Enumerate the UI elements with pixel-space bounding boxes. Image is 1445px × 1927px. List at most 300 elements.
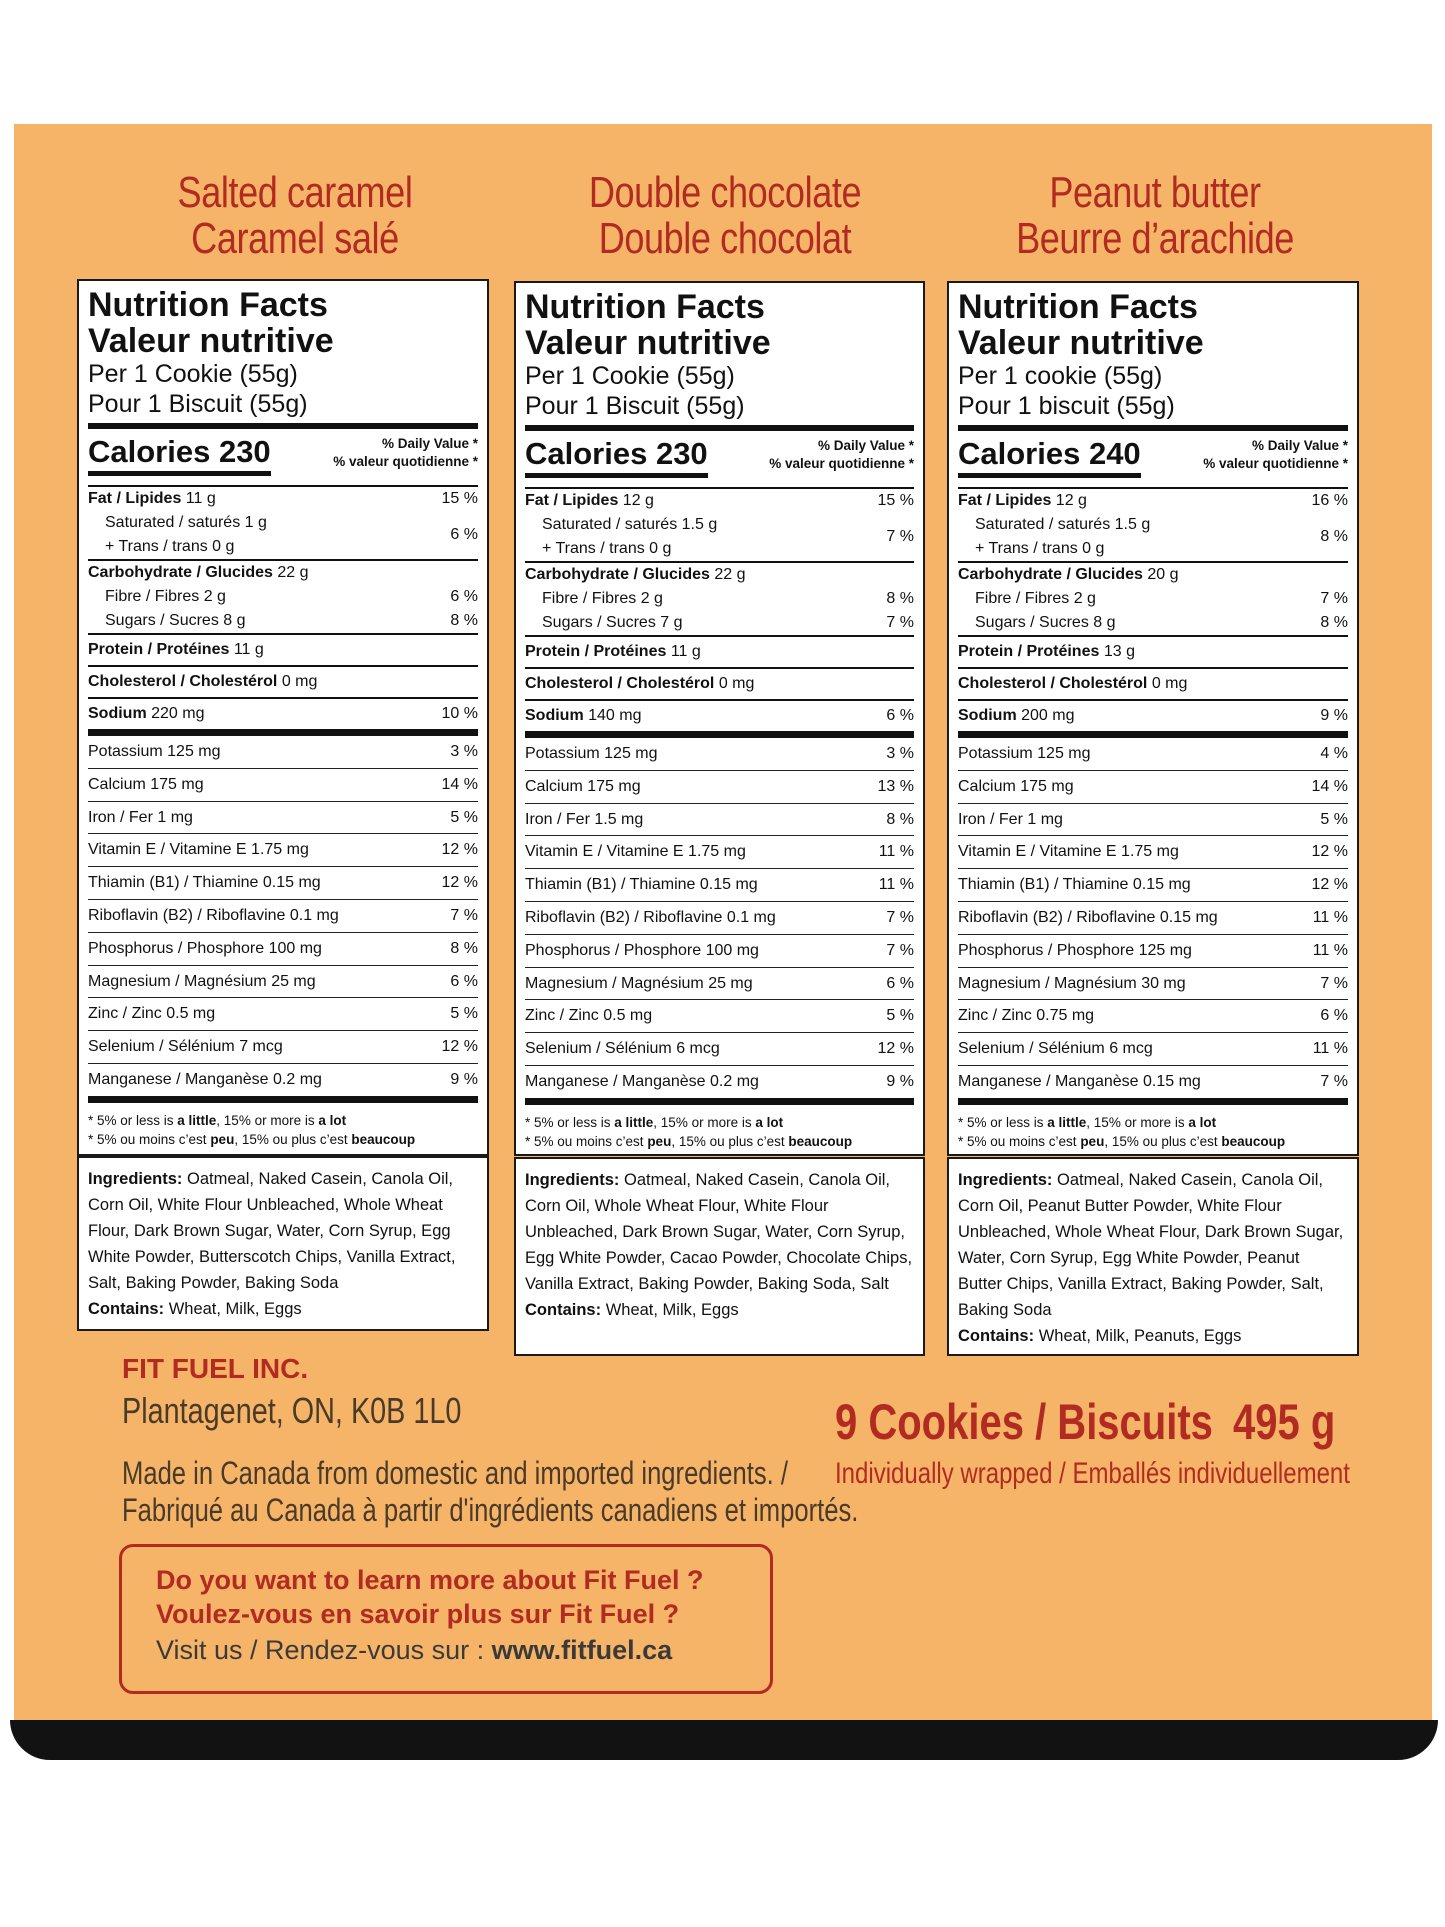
trans-label: + Trans / trans 0 g [542,540,672,557]
daily-value-header [333,435,478,471]
mineral-label: Thiamin (B1) / Thiamine 0.15 mg [958,876,1191,894]
mineral-label: Calcium 175 mg [88,775,204,793]
footnote-fr-d: beaucoup [351,1131,416,1147]
carbohydrate-row [525,563,914,587]
sugars-percent: 8 % [1320,614,1348,631]
fibre-percent: 7 % [1320,590,1348,607]
footnote-fr-b: peu [647,1133,672,1149]
mineral-percent: 12 % [441,1038,478,1056]
nutrition-title-en: Nutrition Facts [88,286,328,324]
cholesterol-label-group [958,669,1187,699]
fat-label: Fat / Lipides [88,490,182,507]
cholesterol-amount: 0 mg [718,675,755,692]
footnote-fr-c: , 15% ou plus c’est [1104,1133,1222,1149]
cholesterol-label: Cholesterol / Cholestérol [88,673,278,690]
protein-amount: 13 g [1103,643,1135,660]
mineral-percent: 4 % [1320,745,1348,762]
visit-label: Visit us / Rendez-vous sur : [156,1635,492,1665]
fibre-row [88,585,478,609]
mineral-percent: 12 % [1311,843,1348,861]
flavor-name-fr: Caramel salé [191,214,399,263]
nutrition-facts-panel [514,281,925,1156]
serving-size-en: Per 1 Cookie (55g) [88,360,298,388]
mineral-row [958,869,1348,902]
mineral-label: Selenium / Sélénium 6 mcg [525,1040,720,1058]
mineral-label: Zinc / Zinc 0.5 mg [525,1007,653,1025]
serving-size-fr: Pour 1 biscuit (55g) [958,392,1175,420]
contains-list: Wheat, Milk, Eggs [605,1301,739,1319]
cholesterol-row [958,669,1348,701]
fat-row [525,489,914,513]
mineral-row [88,802,478,835]
saturated-label: Saturated / saturés 1.5 g [975,516,1151,533]
footnote-en [525,1113,914,1132]
mineral-label: Vitamin E / Vitamine E 1.75 mg [525,843,746,861]
carbohydrate-row [958,563,1348,587]
calories-row [958,437,1348,487]
mineral-row [88,966,478,999]
footnote-en-d: a lot [318,1112,347,1128]
saturated-trans-group [525,513,914,563]
saturated-label: Saturated / saturés 1.5 g [542,516,718,533]
footnote-en-c: , 15% or more is [653,1114,756,1130]
calories-row [88,435,478,485]
mineral-percent: 7 % [1320,1072,1348,1090]
net-weight: 495 g [1233,1394,1336,1450]
mineral-row [958,1033,1348,1066]
protein-amount: 11 g [670,643,701,660]
carb-label: Carbohydrate / Glucides [88,564,273,581]
mineral-row [525,771,914,804]
mineral-row [88,1064,478,1096]
cholesterol-amount: 0 mg [281,673,318,690]
mineral-label: Phosphorus / Phosphore 100 mg [88,939,322,957]
made-in-en: Made in Canada from domestic and imported ingredients. / [122,1455,788,1491]
thick-rule [958,425,1348,431]
mineral-row [525,1000,914,1033]
mineral-row [525,968,914,1001]
nutrition-title-en: Nutrition Facts [958,288,1198,326]
mineral-percent: 5 % [886,1007,914,1025]
sodium-row [958,701,1348,738]
carbohydrate-row [88,561,478,585]
footnote-fr-c: , 15% ou plus c’est [671,1133,789,1149]
ingredients-list: Oatmeal, Naked Casein, Canola Oil, Corn Oil, Peanut Butter Powder, White Flour Unbleached, Whole Wheat Flour, Dark Brown Sugar, Water, Corn Syrup, Egg White Powder, Peanut Butter Chips, Vanilla Extract, Baking Powder, Salt, Baking Soda [958,1171,1344,1319]
mineral-percent: 7 % [450,906,478,924]
flavor-name-en: Double chocolate [588,168,862,217]
saturated-row [88,511,267,535]
mineral-row [525,902,914,935]
mineral-row [525,836,914,869]
trans-row [958,537,1150,561]
fibre-percent: 6 % [450,588,478,605]
mineral-row [958,804,1348,837]
mineral-percent: 7 % [886,941,914,959]
protein-row [958,637,1348,669]
mineral-row [525,869,914,902]
saturated-percent: 8 % [1320,528,1348,545]
mineral-percent: 5 % [1320,810,1348,828]
mineral-percent: 11 % [1312,941,1348,959]
mineral-row [958,935,1348,968]
flavor-heading-double-chocolate [586,170,865,262]
sodium-percent: 10 % [441,705,478,722]
calories: Calories 230 [525,437,708,478]
sugars-label: Sugars / Sucres 8 g [105,612,246,629]
contains-text [88,1296,478,1322]
fat-row [958,489,1348,513]
sodium-label: Sodium [525,707,584,724]
flavor-heading-salted-caramel [156,170,435,262]
fat-label-group [958,489,1087,513]
sodium-amount: 140 mg [588,707,642,724]
sodium-label: Sodium [958,707,1017,724]
nutrition-facts-panel [947,281,1359,1156]
ingredients-list: Oatmeal, Naked Casein, Canola Oil, Corn Oil, White Flour Unbleached, Whole Wheat Flour, Dark Brown Sugar, Water, Corn Syrup, Egg White Powder, Butterscotch Chips, Vanilla Extract, Salt, Baking Powder, Baking Soda [88,1170,456,1292]
mineral-row [958,1066,1348,1098]
mineral-row [525,804,914,837]
protein-label-group [525,637,701,667]
mineral-percent: 5 % [450,1005,478,1023]
mineral-label: Selenium / Sélénium 7 mcg [88,1038,283,1056]
sodium-label: Sodium [88,705,147,722]
footnote [958,1105,1348,1151]
mineral-percent: 6 % [450,972,478,990]
footnote-en [958,1113,1348,1132]
sodium-amount: 220 mg [151,705,205,722]
ingredients-panel [947,1157,1359,1356]
fat-percent: 16 % [1311,492,1348,509]
contains-text [525,1297,914,1323]
mineral-row [958,902,1348,935]
contains-label: Contains: [88,1300,165,1318]
mineral-row [88,933,478,966]
mineral-row [525,738,914,771]
serving-size-en: Per 1 cookie (55g) [958,362,1163,390]
serving-size-en: Per 1 Cookie (55g) [525,362,735,390]
trans-label: + Trans / trans 0 g [105,538,235,555]
mineral-percent: 9 % [886,1072,914,1090]
fat-percent: 15 % [441,490,478,507]
mineral-percent: 3 % [886,745,914,762]
learn-more-question-en: Do you want to learn more about Fit Fuel ? [156,1565,704,1595]
sugars-percent: 8 % [450,612,478,629]
footnote [88,1103,478,1149]
mineral-label: Riboflavin (B2) / Riboflavine 0.1 mg [88,906,339,924]
cholesterol-amount: 0 mg [1151,675,1188,692]
carb-amount: 20 g [1147,566,1179,583]
mineral-percent: 12 % [877,1040,914,1058]
mineral-percent: 14 % [441,775,478,793]
mineral-label: Vitamin E / Vitamine E 1.75 mg [958,843,1179,861]
footnote-fr-c: , 15% ou plus c’est [234,1131,352,1147]
carb-amount: 22 g [277,564,309,581]
calories: Calories 240 [958,437,1141,478]
ingredients-text [88,1166,478,1296]
mineral-row [88,834,478,867]
mineral-percent: 14 % [1311,777,1348,795]
ingredients-label: Ingredients: [88,1170,183,1188]
website-link[interactable]: www.fitfuel.ca [491,1635,673,1665]
footnote-fr [88,1130,478,1149]
footnote-fr-b: peu [1080,1133,1105,1149]
fat-amount: 12 g [1055,492,1087,509]
flavor-name-en: Peanut butter [1049,168,1261,217]
protein-amount: 11 g [233,641,264,658]
fat-row [88,487,478,511]
mineral-row [88,867,478,900]
visit-line [156,1631,770,1669]
mineral-label: Thiamin (B1) / Thiamine 0.15 mg [525,876,758,894]
sodium-row [525,701,914,738]
sugars-row [88,609,478,635]
mineral-percent: 11 % [878,843,914,861]
mineral-label: Selenium / Sélénium 6 mcg [958,1040,1153,1058]
mineral-label: Riboflavin (B2) / Riboflavine 0.1 mg [525,908,776,926]
thick-rule [525,425,914,431]
nutrition-facts-panel [77,279,489,1156]
mineral-label: Phosphorus / Phosphore 125 mg [958,941,1192,959]
footnote-en-b: a little [177,1112,217,1128]
footnote-fr-a: * 5% ou moins c’est [958,1133,1081,1149]
learn-more-box [119,1544,773,1694]
daily-value-header [769,437,914,473]
cholesterol-label: Cholesterol / Cholestérol [525,675,715,692]
saturated-row [525,513,717,537]
protein-label-group [88,635,264,665]
flavor-name-fr: Double chocolat [598,214,852,263]
fibre-row [958,587,1348,611]
mineral-label: Calcium 175 mg [958,777,1074,795]
mineral-label: Potassium 125 mg [525,745,658,762]
mineral-percent: 12 % [441,841,478,859]
footnote-en-c: , 15% or more is [216,1112,319,1128]
footnote-fr [958,1132,1348,1151]
footnote-en-c: , 15% or more is [1086,1114,1189,1130]
mineral-percent: 12 % [441,874,478,892]
protein-label: Protein / Protéines [958,643,1100,660]
thick-rule [958,1098,1348,1105]
mineral-row [525,1033,914,1066]
mineral-percent: 12 % [1311,876,1348,894]
sugars-percent: 7 % [886,614,914,631]
mineral-label: Zinc / Zinc 0.75 mg [958,1007,1095,1025]
sodium-label-group [88,699,205,729]
mineral-row [88,1031,478,1064]
saturated-row [958,513,1150,537]
saturated-trans-labels [525,513,717,561]
footnote [525,1105,914,1151]
mineral-label: Magnesium / Magnésium 30 mg [958,974,1186,992]
sodium-label-group [958,701,1075,731]
saturated-percent: 6 % [450,526,478,543]
mineral-percent: 9 % [450,1070,478,1088]
footnote-fr-d: beaucoup [1221,1133,1286,1149]
protein-row [525,637,914,669]
sodium-percent: 6 % [886,707,914,724]
mineral-label: Manganese / Manganèse 0.15 mg [958,1072,1201,1090]
daily-value-en: % Daily Value * [381,436,478,451]
daily-value-fr: % valeur quotidienne * [769,456,914,471]
trans-label: + Trans / trans 0 g [975,540,1105,557]
trans-row [525,537,717,561]
fibre-label: Fibre / Fibres 2 g [975,590,1096,607]
mineral-label: Vitamin E / Vitamine E 1.75 mg [88,841,309,859]
mineral-row [525,935,914,968]
mineral-label: Manganese / Manganèse 0.2 mg [525,1072,759,1090]
ingredients-label: Ingredients: [958,1171,1053,1189]
mineral-row [958,738,1348,771]
footnote-fr [525,1132,914,1151]
footnote-en-a: * 5% or less is [88,1112,178,1128]
contains-list: Wheat, Milk, Eggs [168,1300,302,1318]
mineral-label: Thiamin (B1) / Thiamine 0.15 mg [88,874,321,892]
thick-rule [88,423,478,429]
nutrition-title-fr: Valeur nutritive [525,324,771,362]
mineral-label: Iron / Fer 1.5 mg [525,810,644,828]
daily-value-fr: % valeur quotidienne * [1203,456,1348,471]
mineral-row [88,900,478,933]
mineral-percent: 11 % [1312,908,1348,926]
mineral-percent: 11 % [1312,1040,1348,1058]
footnote-en-a: * 5% or less is [525,1114,615,1130]
serving-size-fr: Pour 1 Biscuit (55g) [525,392,745,420]
nutrition-title-en: Nutrition Facts [525,288,765,326]
fat-label: Fat / Lipides [958,492,1052,509]
footnote-en-d: a lot [1188,1114,1217,1130]
company-address: Plantagenet, ON, K0B 1L0 [122,1390,462,1431]
mineral-label: Magnesium / Magnésium 25 mg [88,972,316,990]
protein-label-group [958,637,1135,667]
flavor-name-fr: Beurre d’arachide [1016,214,1294,263]
ingredients-panel [514,1157,925,1356]
protein-label: Protein / Protéines [525,643,667,660]
mineral-percent: 6 % [1320,1007,1348,1025]
flavor-name-en: Salted caramel [177,168,413,217]
nutrition-title-fr: Valeur nutritive [88,322,334,360]
contains-label: Contains: [958,1327,1035,1345]
company-name: FIT FUEL INC. [122,1353,309,1384]
fibre-percent: 8 % [886,590,914,607]
fat-label: Fat / Lipides [525,492,619,509]
cookie-count: 9 Cookies / Biscuits [835,1394,1213,1450]
mineral-percent: 6 % [886,974,914,992]
saturated-label: Saturated / saturés 1 g [105,514,267,531]
sodium-label-group [525,701,642,731]
mineral-row [88,736,478,769]
sugars-row [525,611,914,637]
mineral-percent: 7 % [1320,974,1348,992]
contains-label: Contains: [525,1301,602,1319]
mineral-percent: 7 % [886,908,914,926]
footnote-en [88,1111,478,1130]
carb-label-group [958,563,1179,587]
fibre-row [525,587,914,611]
sugars-label: Sugars / Sucres 8 g [975,614,1116,631]
mineral-label: Iron / Fer 1 mg [88,808,193,826]
mineral-row [958,836,1348,869]
fat-percent: 15 % [877,492,914,509]
mineral-label: Magnesium / Magnésium 25 mg [525,974,753,992]
ingredients-text [525,1167,914,1297]
sodium-percent: 9 % [1320,707,1348,724]
ingredients-label: Ingredients: [525,1171,620,1189]
saturated-trans-group [958,513,1348,563]
mineral-row [958,771,1348,804]
footnote-en-b: a little [1047,1114,1087,1130]
fat-label-group [525,489,654,513]
mineral-label: Riboflavin (B2) / Riboflavine 0.15 mg [958,908,1218,926]
daily-value-en: % Daily Value * [817,438,914,453]
mineral-percent: 11 % [878,876,914,894]
ingredients-text [958,1167,1348,1323]
protein-row [88,635,478,667]
mineral-row [958,1000,1348,1033]
made-in-fr: Fabriqué au Canada à partir d'ingrédients canadiens et importés. [122,1492,859,1528]
mineral-percent: 5 % [450,808,478,826]
calories-row [525,437,914,487]
learn-more-question-fr: Voulez-vous en savoir plus sur Fit Fuel ? [156,1599,680,1629]
saturated-trans-labels [958,513,1150,561]
cholesterol-label: Cholesterol / Cholestérol [958,675,1148,692]
daily-value-header [1203,437,1348,473]
carb-label: Carbohydrate / Glucides [525,566,710,583]
saturated-trans-labels [88,511,267,559]
fibre-label: Fibre / Fibres 2 g [542,590,663,607]
mineral-label: Phosphorus / Phosphore 100 mg [525,941,759,959]
footnote-en-b: a little [614,1114,654,1130]
calories: Calories 230 [88,435,271,476]
serving-size-fr: Pour 1 Biscuit (55g) [88,390,308,418]
daily-value-fr: % valeur quotidienne * [333,454,478,469]
carb-label: Carbohydrate / Glucides [958,566,1143,583]
fat-label-group [88,487,216,511]
flavor-heading-peanut-butter [1016,170,1295,262]
sodium-amount: 200 mg [1021,707,1075,724]
fat-amount: 12 g [622,492,654,509]
sodium-row [88,699,478,736]
fibre-label: Fibre / Fibres 2 g [105,588,226,605]
footnote-fr-a: * 5% ou moins c’est [525,1133,648,1149]
mineral-percent: 3 % [450,743,478,760]
cholesterol-row [525,669,914,701]
carb-label-group [88,561,309,585]
sugars-row [958,611,1348,637]
carb-amount: 22 g [714,566,746,583]
footnote-en-d: a lot [755,1114,784,1130]
mineral-percent: 8 % [886,810,914,828]
fat-amount: 11 g [185,490,216,507]
footnote-fr-d: beaucoup [788,1133,853,1149]
saturated-percent: 7 % [886,528,914,545]
mineral-row [958,968,1348,1001]
footnote-en-a: * 5% or less is [958,1114,1048,1130]
cholesterol-row [88,667,478,699]
trans-row [88,535,267,559]
ingredients-panel [77,1156,489,1331]
mineral-row [88,769,478,802]
wrapped-note: Individually wrapped / Emballés individuellement [835,1457,1350,1490]
sugars-label: Sugars / Sucres 7 g [542,614,683,631]
daily-value-en: % Daily Value * [1251,438,1348,453]
mineral-row [88,998,478,1031]
package-bottom-edge [10,1720,1438,1760]
mineral-percent: 8 % [450,939,478,957]
made-in-canada [122,1455,858,1529]
thick-rule [525,1098,914,1105]
ingredients-list: Oatmeal, Naked Casein, Canola Oil, Corn Oil, Whole Wheat Flour, White Flour Unbleached, Dark Brown Sugar, Water, Corn Syrup, Egg White Powder, Cacao Powder, Chocolate Chips, Vanilla Extract, Baking Powder, Baking Soda, Salt [525,1171,913,1293]
cholesterol-label-group [525,669,754,699]
